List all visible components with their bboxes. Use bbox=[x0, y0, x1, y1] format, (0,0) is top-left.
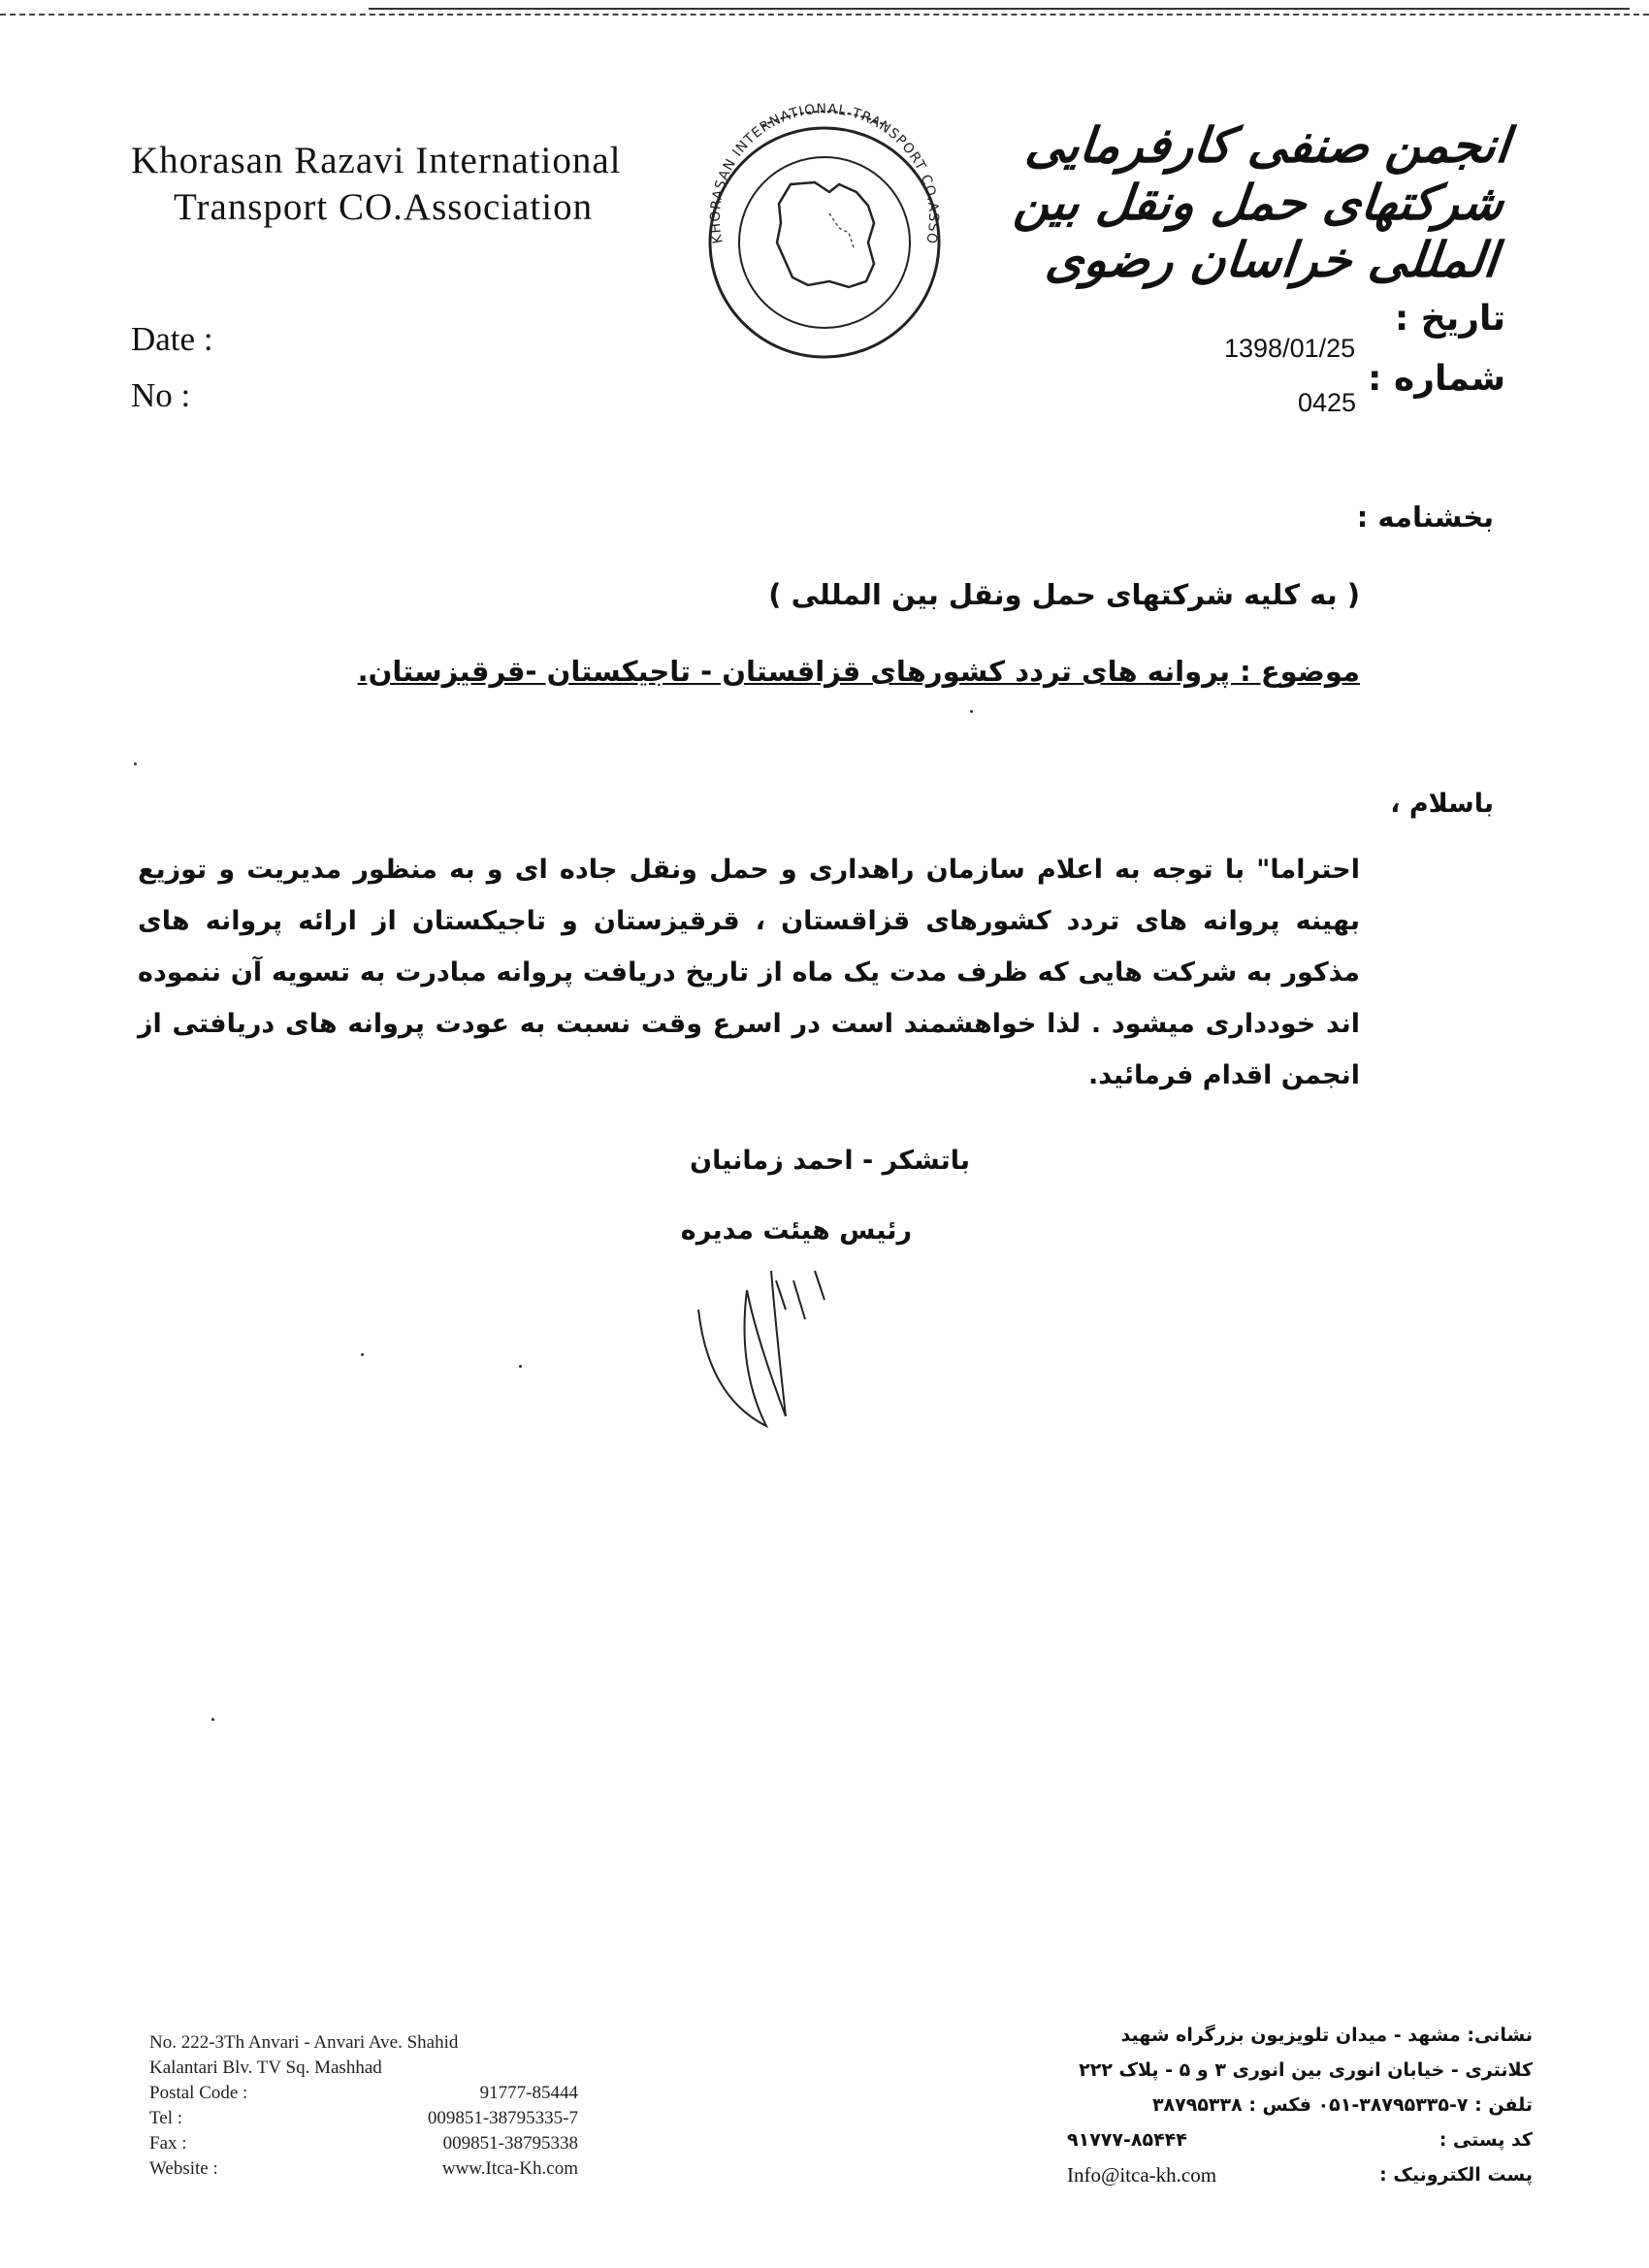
footer-postal-label: Postal Code : bbox=[149, 2083, 248, 2103]
circular-heading: بخشنامه : bbox=[1356, 501, 1494, 534]
letter-body: احتراما" با توجه به اعلام سازمان راهداری و حمل ونقل جاده ای و به منظور مدیریت و توزیع بهینه پروانه های تردد کشورهای قزاقستان ، قرقیزستان و تاجیکستان از ارائه پروانه های مذکور به شرکت هایی که ظرف مدت یک ماه از تاریخ دریافت پروانه مبادرت به تسویه آن ننموده اند خودداری میشود . لذا خواهشمند است در اسرع وقت نسبت به عودت پروانه های دریافتی از انجمن اقدام فرمائید. bbox=[138, 855, 1360, 1090]
footer-tel-value: 009851-38795335-7 bbox=[427, 2108, 578, 2128]
footer-tel-label: Tel : bbox=[149, 2108, 183, 2128]
footer-website-label: Website : bbox=[149, 2158, 218, 2179]
footer-website-value: www.Itca-Kh.com bbox=[441, 2158, 578, 2179]
date-label-fa: تاریخ : bbox=[1394, 299, 1505, 339]
scan-speck bbox=[211, 1718, 214, 1721]
number-value: 0425 bbox=[1298, 388, 1357, 417]
handwritten-signature bbox=[679, 1251, 834, 1436]
date-value: 1398/01/25 bbox=[1224, 334, 1356, 363]
greeting: باسلام ، bbox=[1390, 789, 1494, 819]
footer-fa-phone-line: تلفن : ۷-۳۸۷۹۵۳۳۵-۰۵۱ فکس : ۳۸۷۹۵۳۳۸ bbox=[1151, 2094, 1533, 2116]
footer-fax-value: 009851-38795338 bbox=[442, 2133, 578, 2154]
footer-fa-address-line1: نشانی: مشهد - میدان تلویزیون بزرگراه شهید bbox=[1120, 2025, 1533, 2046]
signatory-role: رئیس هیئت مدیره bbox=[680, 1215, 912, 1246]
scan-speck bbox=[361, 1353, 364, 1356]
footer-fa-email-label: پست الکترونیک : bbox=[1379, 2164, 1533, 2186]
association-name-en bbox=[131, 138, 621, 231]
date-label-en: Date : bbox=[131, 320, 213, 358]
seal-ring-text: KHORASAN INTERNATIONAL TRANSPORT CO.ASSO bbox=[707, 101, 942, 246]
footer-fa-address-line2: کلانتری - خیابان انوری بین انوری ۳ و ۵ - پلاک ۲۲۲ bbox=[1079, 2059, 1533, 2081]
signatory-name: باتشکر - احمد زمانیان bbox=[690, 1146, 970, 1176]
footer-contact-fa bbox=[1067, 2018, 1533, 2192]
association-name-en-line2: Transport CO.Association bbox=[174, 186, 594, 228]
footer-fax-row bbox=[149, 2131, 578, 2156]
footer-fa-email-value: Info@itca-kh.com bbox=[1067, 2163, 1217, 2187]
number-label-en: No : bbox=[131, 376, 191, 414]
scan-speck bbox=[134, 762, 137, 765]
footer-address-line1: No. 222-3Th Anvari - Anvari Ave. Shahid bbox=[149, 2032, 459, 2053]
footer-website-row bbox=[149, 2156, 578, 2182]
number-label-fa: شماره : bbox=[1368, 359, 1505, 399]
association-name-en-line1: Khorasan Razavi International bbox=[131, 140, 622, 181]
association-seal-logo bbox=[684, 87, 965, 369]
scan-speck bbox=[519, 1365, 522, 1368]
subject-line: موضوع : پروانه های تردد کشورهای قزاقستان - تاجیکستان -قرقیزستان. bbox=[357, 655, 1360, 688]
scan-speck bbox=[970, 710, 973, 713]
footer-postal-row bbox=[149, 2081, 578, 2106]
top-border-line bbox=[369, 8, 1630, 10]
footer-fa-email-row bbox=[1067, 2157, 1533, 2192]
footer-postal-value: 91777-85444 bbox=[479, 2083, 578, 2103]
footer-tel-row bbox=[149, 2106, 578, 2131]
footer-fa-postal-value: ۹۱۷۷۷-۸۵۴۴۴ bbox=[1067, 2129, 1187, 2151]
association-name-fa: انجمن صنفی کارفرمایی شرکتهای حمل ونقل بین المللی خراسان رضوی bbox=[1011, 116, 1513, 288]
footer-fax-label: Fax : bbox=[149, 2133, 187, 2154]
footer-contact-en bbox=[149, 2030, 578, 2182]
footer-fa-postal-label: کد پستی : bbox=[1439, 2129, 1533, 2151]
recipient-line: ( به کلیه شرکتهای حمل ونقل بین المللی ) bbox=[768, 578, 1360, 611]
footer-fa-postal-row bbox=[1067, 2122, 1533, 2157]
top-dashed-line bbox=[0, 14, 1649, 16]
footer-address-line2: Kalantari Blv. TV Sq. Mashhad bbox=[149, 2057, 382, 2078]
svg-text:KHORASAN INTERNATIONAL TRANSPO bbox=[684, 87, 941, 245]
